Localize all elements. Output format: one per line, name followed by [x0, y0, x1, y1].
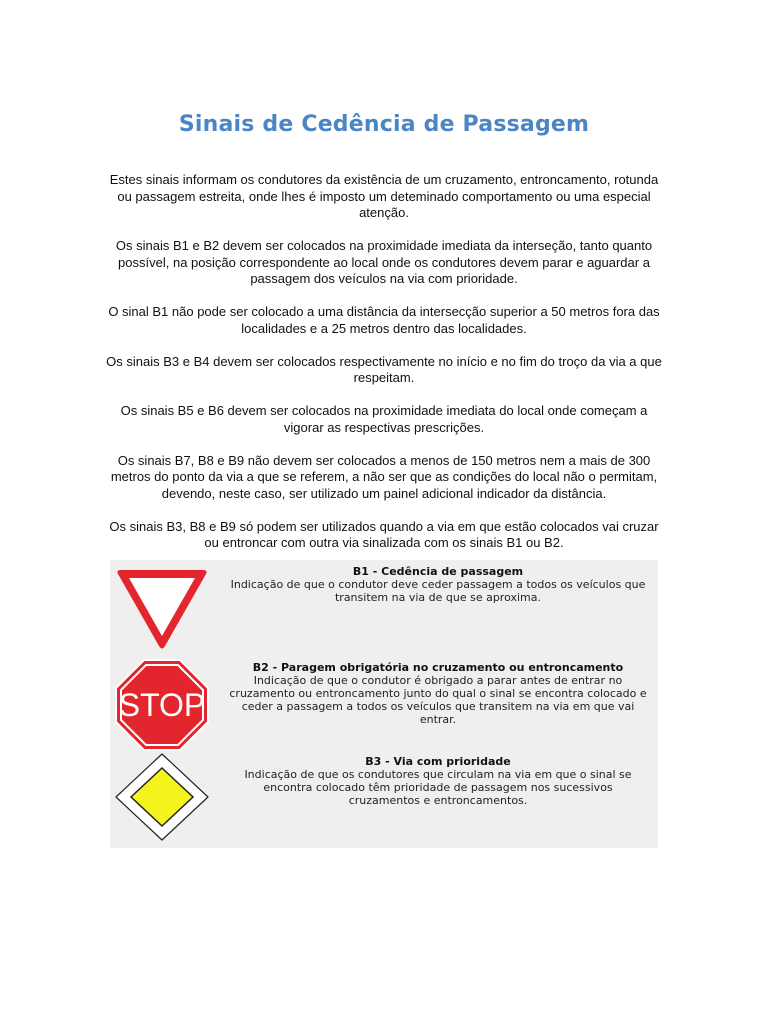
paragraph: Os sinais B1 e B2 devem ser colocados na proximidade imediata da interseção, tanto quanto possível, na posição correspondente ao local onde os condutores devem parar e aguardar a passagem dos veículos na via com prioridade.: [115, 238, 653, 286]
paragraph: Os sinais B3, B8 e B9 só podem ser utilizados quando a via em que estão colocados vai cruzar ou entroncar com outra via sinalizada com os sinais B1 ou B2.: [109, 518, 659, 550]
sign-text: Indicação de que o condutor deve ceder passagem a todos os veículos que transitem na via de que se aproxima.: [230, 578, 646, 604]
stop-sign-icon: [114, 658, 210, 752]
sign-heading: B2 - Paragem obrigatória no cruzamento ou entroncamento: [252, 661, 624, 674]
paragraph: Os sinais B7, B8 e B9 não devem ser colocados a menos de 150 metros nem a mais de 300 metros do ponto da via a que se referem, a não ser que as condições do local não o permitam, devendo, neste caso, ser utilizado um painel adicional indicador da distância.: [110, 452, 658, 501]
paragraph: Os sinais B3 e B4 devem ser colocados respectivamente no início e no fim do troço da via a que respeitam.: [106, 353, 662, 385]
sign-description: [228, 661, 648, 726]
signs-table: [110, 560, 658, 848]
sign-heading: B3 - Via com prioridade: [365, 755, 511, 768]
intro-text: [104, 172, 664, 568]
paragraph: O sinal B1 não pode ser colocado a uma distância da intersecção superior a 50 metros fora das localidades e a 25 metros dentro das localidades.: [108, 304, 660, 336]
paragraph: Estes sinais informam os condutores da existência de um cruzamento, entroncamento, rotunda ou passagem estreita, onde lhes é imposto um deteminado comportamento ou uma especial atenção.: [109, 172, 659, 220]
sign-description: [228, 565, 648, 604]
yield-sign-icon: [114, 566, 210, 652]
sign-row-b2: [110, 656, 658, 752]
sign-description: [228, 755, 648, 807]
sign-heading: B1 - Cedência de passagem: [352, 565, 524, 578]
stop-sign-label: STOP: [118, 687, 206, 723]
sign-row-b1: [110, 560, 658, 656]
paragraph: Os sinais B5 e B6 devem ser colocados na proximidade imediata do local onde começam a vigorar as respectivas prescrições.: [120, 403, 648, 435]
sign-row-b3: [110, 752, 658, 848]
sign-text: Indicação de que o condutor é obrigado a parar antes de entrar no cruzamento ou entroncamento junto do qual o sinal se encontra colocado e ceder a passagem a todos os veículos que transitem na via em que vai entrar.: [229, 674, 647, 726]
sign-text: Indicação de que os condutores que circulam na via em que o sinal se encontra colocado têm prioridade de passagem nos sucessivos cruzamentos e entroncamentos.: [244, 768, 632, 807]
page-title: Sinais de Cedência de Passagem: [178, 112, 590, 137]
priority-road-sign-icon: [114, 752, 210, 842]
